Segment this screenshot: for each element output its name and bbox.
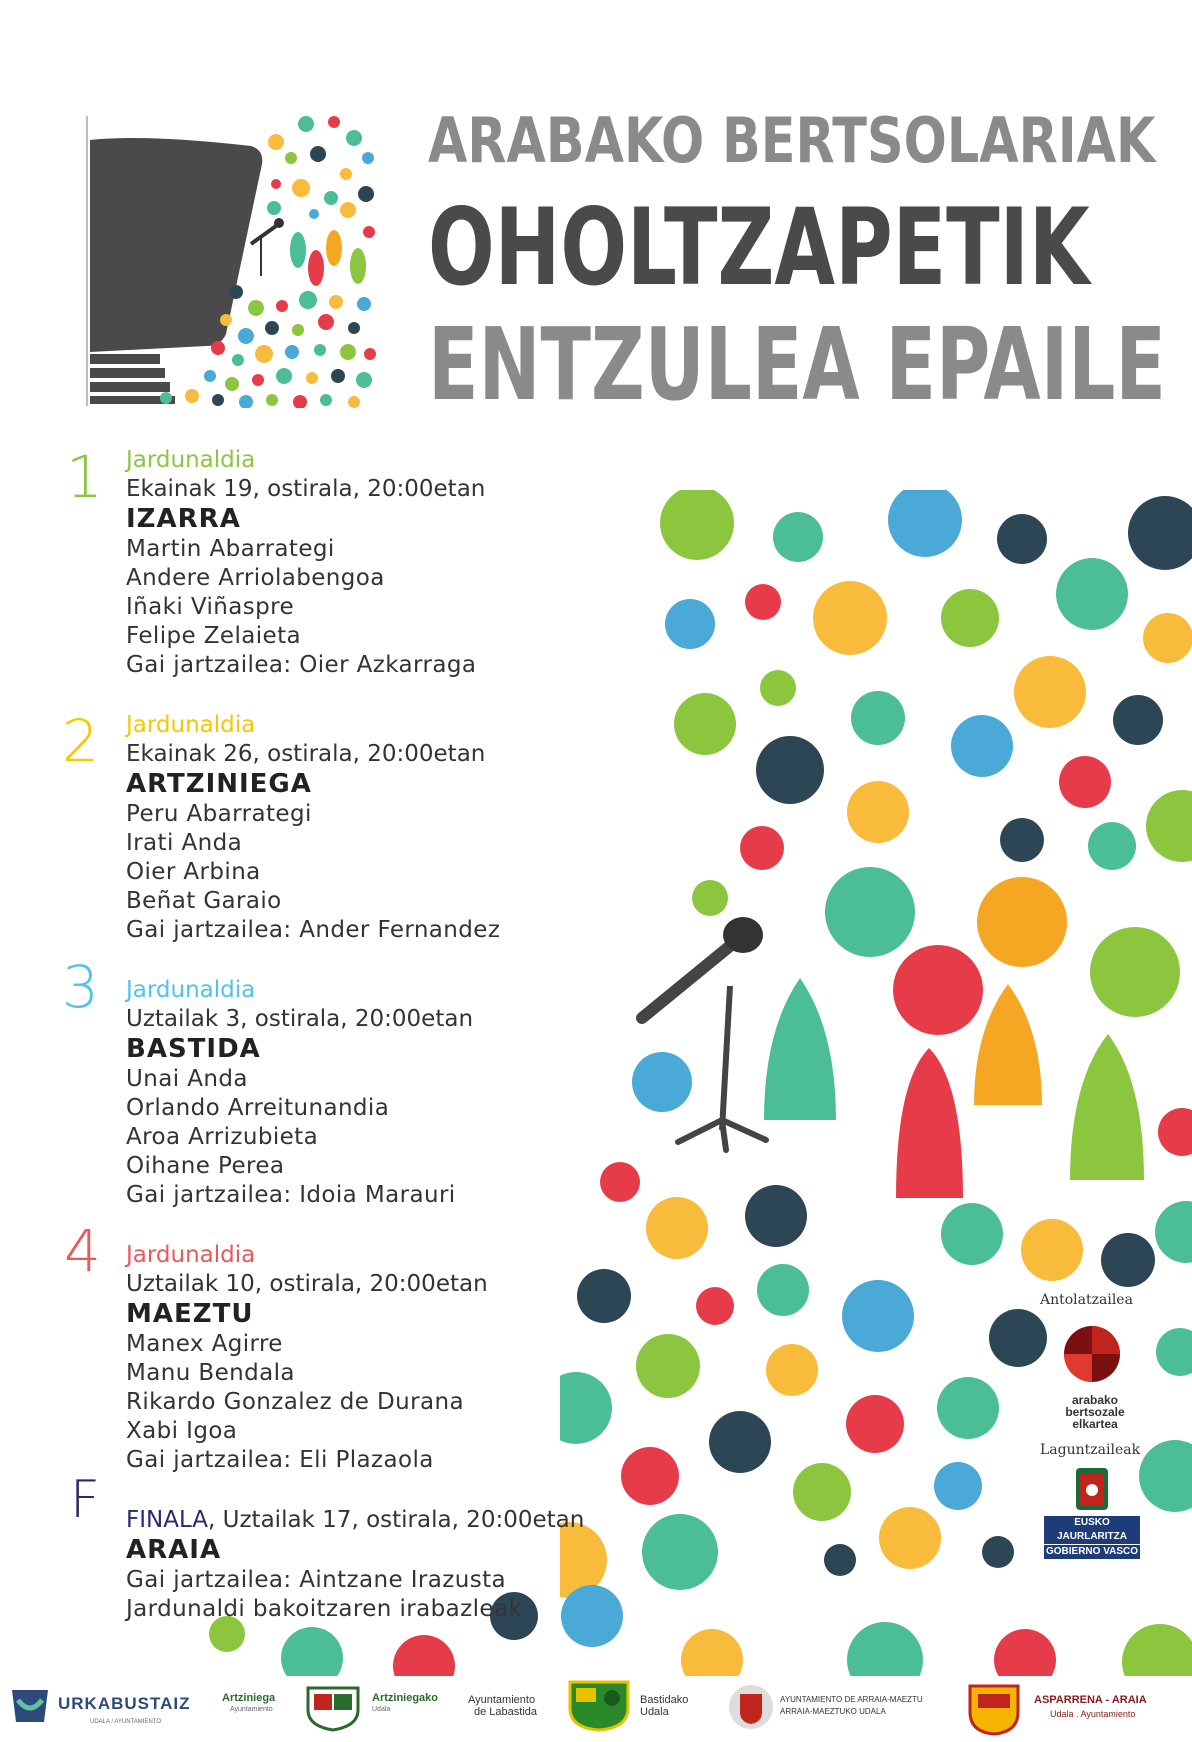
round-2-venue: ARTZINIEGA bbox=[126, 769, 312, 799]
round-4-bertsolari: Manex Agirre bbox=[126, 1331, 283, 1357]
round-3-label: Jardunaldia bbox=[126, 977, 256, 1003]
round-2-date: Ekainak 26, ostirala, 20:00etan bbox=[126, 741, 486, 767]
bastida-shield-icon bbox=[566, 1678, 632, 1736]
sponsor-bastidako-sub: Udala bbox=[640, 1706, 669, 1718]
header-line-3: ENTZULEA EPAILE bbox=[428, 306, 1166, 423]
final-round bbox=[126, 1506, 646, 1624]
round-4-venue: MAEZTU bbox=[126, 1299, 254, 1329]
round-1-number: 1 bbox=[66, 443, 103, 511]
sponsor-arraia-maeztu: AYUNTAMIENTO DE ARRAIA-MAEZTU bbox=[780, 1695, 923, 1704]
sponsor-asparrena: ASPARRENA - ARAIA bbox=[1034, 1694, 1147, 1706]
final-date bbox=[126, 1506, 646, 1535]
final-gai-jartzailea: Gai jartzailea: Aintzane Irazusta bbox=[126, 1567, 507, 1593]
round-3-bertsolari: Oihane Perea bbox=[126, 1153, 285, 1179]
round-3-date: Uztailak 3, ostirala, 20:00etan bbox=[126, 1006, 474, 1032]
final-note: Jardunaldi bakoitzaren irabazleak bbox=[126, 1596, 523, 1622]
antolatzailea-label: Antolatzailea bbox=[1040, 1292, 1133, 1308]
round-2 bbox=[126, 711, 646, 945]
arraia-maeztu-seal-icon bbox=[728, 1682, 774, 1736]
sponsor-arraia-maeztu-sub: ARRAIA-MAEZTUKO UDALA bbox=[780, 1707, 886, 1716]
round-2-bertsolari: Irati Anda bbox=[126, 830, 243, 856]
round-4-number: 4 bbox=[64, 1217, 101, 1285]
laguntzaileak-label: Laguntzaileak bbox=[1040, 1442, 1141, 1458]
round-4-bertsolari: Manu Bendala bbox=[126, 1360, 295, 1386]
sponsor-artziniega: Artziniega bbox=[222, 1692, 276, 1704]
round-2-bertsolari: Beñat Garaio bbox=[126, 888, 282, 914]
round-2-gai-jartzailea: Gai jartzailea: Ander Fernandez bbox=[126, 917, 501, 943]
sponsor-artziniegako-sub: Udala bbox=[372, 1706, 391, 1713]
asparrena-shield-icon bbox=[964, 1680, 1024, 1740]
header-line-2: OHOLTZAPETIK bbox=[428, 186, 1090, 309]
round-3-bertsolari: Aroa Arrizubieta bbox=[126, 1124, 319, 1150]
eusko-jaurlaritza-text-2: GOBIERNO VASCO bbox=[1045, 1546, 1139, 1557]
round-3 bbox=[126, 976, 646, 1210]
sponsor-labastida: Ayuntamiento bbox=[468, 1694, 536, 1706]
round-4-date: Uztailak 10, ostirala, 20:00etan bbox=[126, 1271, 488, 1297]
round-4-bertsolari: Xabi Igoa bbox=[126, 1418, 238, 1444]
arabako-bertsozale-text: arabako bertsozale elkartea bbox=[1065, 1393, 1125, 1431]
round-4-gai-jartzailea: Gai jartzailea: Eli Plazaola bbox=[126, 1447, 434, 1473]
round-2-bertsolari: Peru Abarrategi bbox=[126, 801, 312, 827]
round-3-gai-jartzailea: Gai jartzailea: Idoia Marauri bbox=[126, 1182, 456, 1208]
round-3-number: 3 bbox=[62, 953, 99, 1021]
round-1-bertsolari: Andere Arriolabengoa bbox=[126, 565, 385, 591]
sponsors-strip bbox=[0, 1676, 1192, 1742]
arabako-bertsozale-logo bbox=[1050, 1322, 1140, 1431]
round-2-number: 2 bbox=[62, 707, 99, 775]
sponsor-asparrena-sub: Udala . Ayuntamiento bbox=[1050, 1709, 1136, 1719]
final-label: FINALA bbox=[126, 1507, 209, 1533]
round-1 bbox=[126, 446, 646, 680]
round-4 bbox=[126, 1241, 646, 1475]
round-4-label: Jardunaldia bbox=[126, 1242, 256, 1268]
sponsor-urkabustaiz-sub: UDALA / AYUNTAMIENTO bbox=[90, 1719, 162, 1725]
event-logo bbox=[86, 114, 378, 408]
final-letter: F bbox=[70, 1470, 100, 1530]
round-1-bertsolari: Iñaki Viñaspre bbox=[126, 594, 295, 620]
round-3-bertsolari: Orlando Arreitunandia bbox=[126, 1095, 390, 1121]
round-1-venue: IZARRA bbox=[126, 504, 241, 534]
round-1-bertsolari: Felipe Zelaieta bbox=[126, 623, 302, 649]
round-3-bertsolari: Unai Anda bbox=[126, 1066, 248, 1092]
sponsor-artziniega-sub: Ayuntamiento bbox=[230, 1706, 273, 1713]
round-2-label: Jardunaldia bbox=[126, 712, 256, 738]
sponsor-labastida-sub: de Labastida bbox=[474, 1706, 537, 1718]
artziniega-shield-icon bbox=[300, 1682, 366, 1736]
round-2-bertsolari: Oier Arbina bbox=[126, 859, 261, 885]
eusko-jaurlaritza-text-1: EUSKO JAURLARITZA bbox=[1044, 1516, 1140, 1544]
eusko-jaurlaritza-logo bbox=[1044, 1468, 1140, 1557]
header-line-1: ARABAKO BERTSOLARIAK bbox=[428, 104, 1156, 177]
urkabustaiz-logo bbox=[8, 1686, 52, 1730]
sponsor-urkabustaiz: URKABUSTAIZ bbox=[58, 1694, 191, 1713]
round-1-gai-jartzailea: Gai jartzailea: Oier Azkarraga bbox=[126, 652, 477, 678]
round-4-bertsolari: Rikardo Gonzalez de Durana bbox=[126, 1389, 464, 1415]
round-1-label: Jardunaldia bbox=[126, 447, 256, 473]
final-when: , Uztailak 17, ostirala, 20:00etan bbox=[208, 1507, 585, 1533]
final-venue: ARAIA bbox=[126, 1535, 222, 1565]
round-1-date: Ekainak 19, ostirala, 20:00etan bbox=[126, 476, 486, 502]
sponsor-bastidako: Bastidako bbox=[640, 1694, 689, 1706]
round-3-venue: BASTIDA bbox=[126, 1034, 261, 1064]
sponsor-artziniegako: Artziniegako bbox=[372, 1692, 439, 1704]
round-1-bertsolari: Martin Abarrategi bbox=[126, 536, 335, 562]
